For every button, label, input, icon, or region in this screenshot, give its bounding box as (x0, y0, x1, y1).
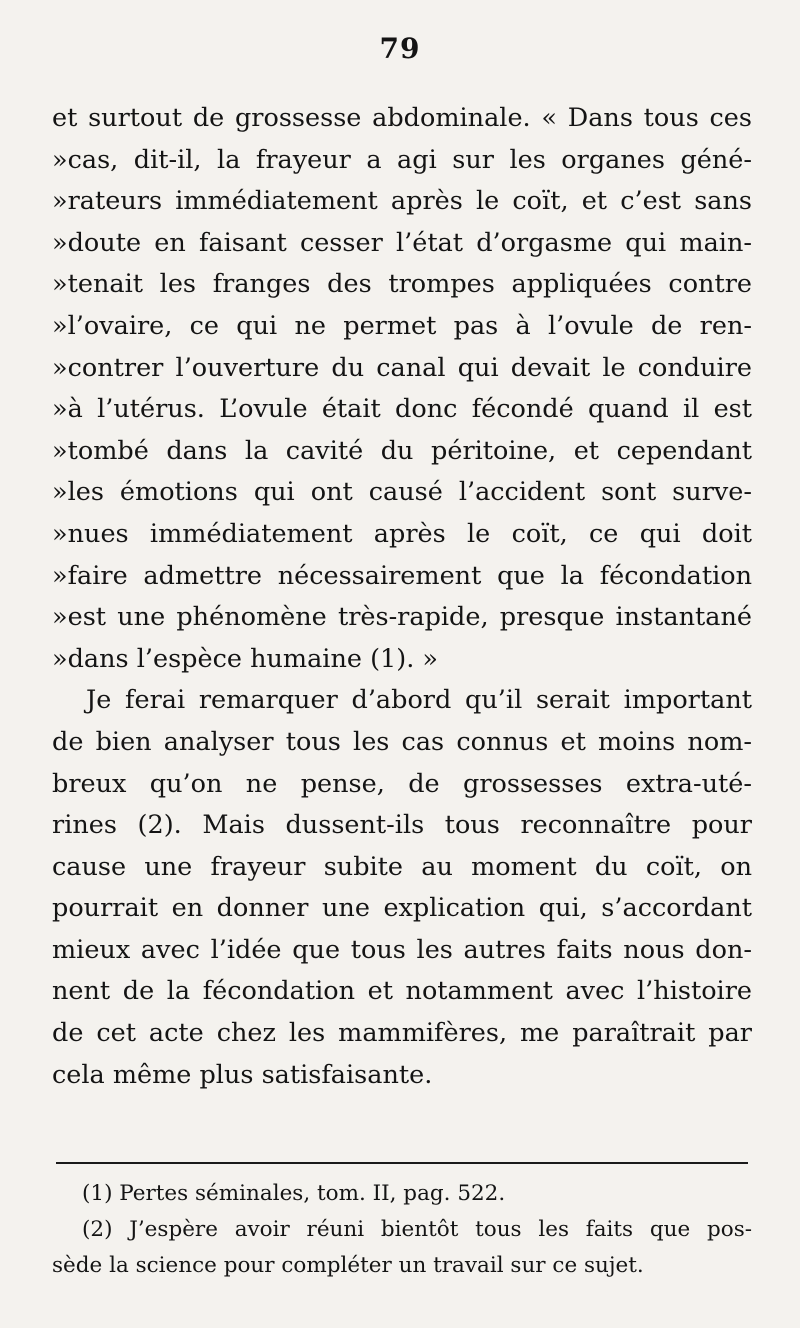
text-line: »dans l’espèce humaine (1). » (52, 643, 439, 674)
text-line: de cet acte chez les mammifères, me paraîtrait par (52, 1018, 752, 1049)
text-line: »contrer l’ouverture du canal qui devait le conduire (52, 352, 752, 383)
page-number: 79 (379, 32, 421, 65)
text-line: »à l’utérus. L’ovule était donc fécondé quand il est (52, 394, 752, 425)
body-text (52, 98, 752, 1096)
footnote-1: (1) Pertes séminales, tom. II, pag. 522. (82, 1181, 506, 1206)
text-line: de bien analyser tous les cas connus et moins nom- (52, 726, 752, 757)
text-line: breux qu’on ne pense, de grossesses extra-uté- (52, 768, 752, 799)
text-line: »les émotions qui ont causé l’accident sont surve- (52, 477, 752, 508)
text-line: »est une phénomène très-rapide, presque instantané (52, 602, 752, 633)
text-line: »rateurs immédiatement après le coït, et c’est sans (52, 186, 752, 217)
text-line: »tenait les franges des trompes appliquées contre (52, 269, 752, 300)
text-line: cela même plus satisfaisante. (52, 1059, 433, 1090)
footnotes (52, 1176, 752, 1284)
footnote-divider (56, 1162, 748, 1164)
text-line: »nues immédiatement après le coït, ce qui doit (52, 518, 752, 549)
text-line: »cas, dit-il, la frayeur a agi sur les organes géné- (52, 144, 752, 175)
paragraph-start-line: Je ferai remarquer d’abord qu’il serait important (86, 685, 752, 716)
text-line: cause une frayeur subite au moment du coït, on (52, 851, 752, 882)
text-line: »tombé dans la cavité du péritoine, et cependant (52, 435, 752, 466)
footnote-2-continuation: sède la science pour compléter un travail sur ce sujet. (52, 1253, 644, 1278)
text-line: nent de la fécondation et notamment avec l’histoire (52, 976, 752, 1007)
text-line: »faire admettre nécessairement que la fécondation (52, 560, 752, 591)
text-line: rines (2). Mais dussent-ils tous reconnaître pour (52, 810, 752, 841)
text-line: pourrait en donner une explication qui, s’accordant (52, 893, 752, 924)
text-line: et surtout de grossesse abdominale. « Dans tous ces (52, 103, 752, 133)
footnote-2: (2) J’espère avoir réuni bientôt tous les faits que pos- (82, 1217, 752, 1242)
text-line: »l’ovaire, ce qui ne permet pas à l’ovule de ren- (52, 310, 752, 341)
text-line: »doute en faisant cesser l’état d’orgasme qui main- (52, 227, 752, 258)
text-line: mieux avec l’idée que tous les autres faits nous don- (52, 934, 752, 965)
